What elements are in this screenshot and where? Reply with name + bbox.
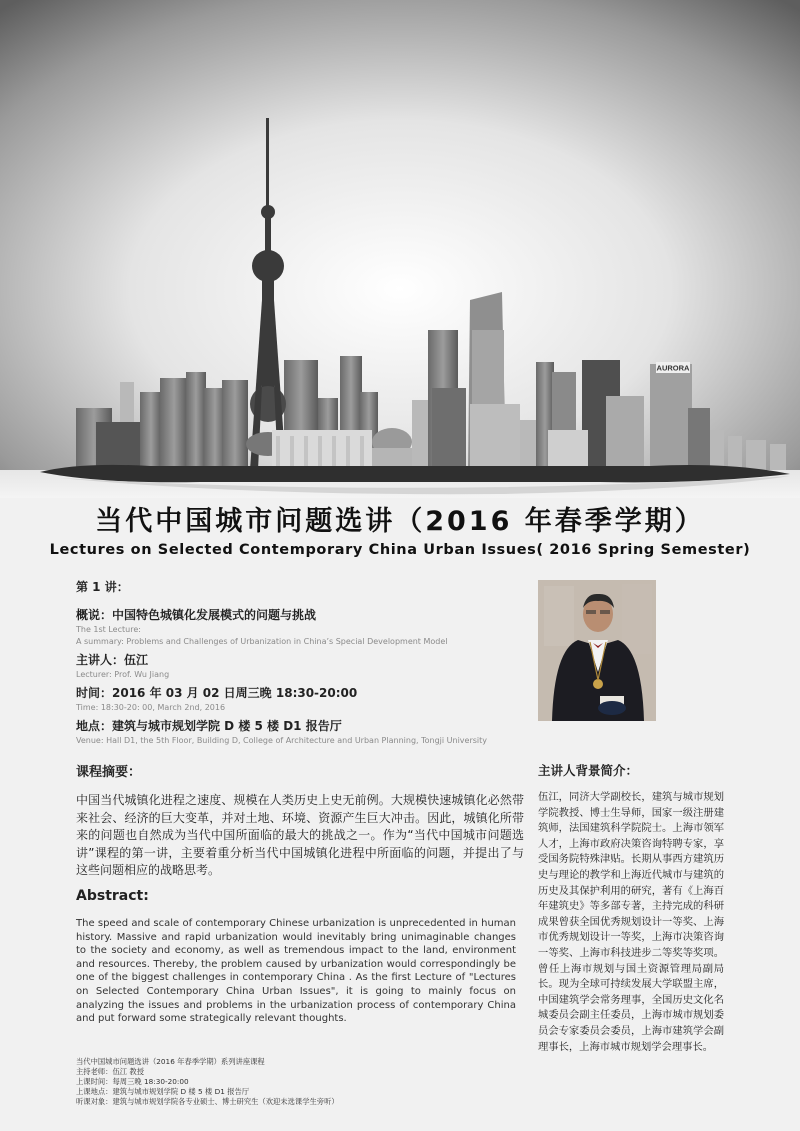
title-block — [0, 505, 800, 558]
summary-text: 中国当代城镇化进程之速度、规模在人类历史上史无前例。大规模快速城镇化必然带来社会、经济的巨大变革，并对土地、环境、资源产生巨大冲击。因此，城镇化所带来的问题也自然成为当代中国所面临的最大的挑战之一。作为“当代中国城市问题选讲”课程的第一讲，主要着重分析当代中国城镇化进程中所面临的问题，并提出了与这些问题相应的战略思考。 — [76, 793, 524, 877]
bio-heading: 主讲人背景简介： — [538, 763, 639, 778]
lecturer-portrait — [538, 580, 656, 721]
lecturer-name: 主讲人：伍江 — [76, 653, 149, 667]
footer-time: 上课时间：每周三晚 18:30-20:00 — [76, 1077, 189, 1086]
page-title: 当代中国城市问题选讲（2016 年春季学期） — [95, 506, 705, 537]
lecture-topic-en — [76, 624, 516, 648]
lecture-topic: 概说：中国特色城镇化发展模式的问题与挑战 — [76, 608, 317, 622]
lecture-topic-en-line2: A summary: Problems and Challenges of Urbanization in China’s Special Development Model — [76, 637, 448, 646]
abstract-heading: Abstract: — [76, 888, 149, 904]
summary-heading: 课程摘要： — [76, 765, 142, 780]
page-subtitle: Lectures on Selected Contemporary China Urban Issues( 2016 Spring Semester) — [49, 542, 751, 558]
lecture-venue: 地点：建筑与城市规划学院 D 楼 5 楼 D1 报告厅 — [76, 719, 342, 733]
footer-host: 主持老师：伍江 教授 — [76, 1067, 144, 1076]
lecturer-name-en: Lecturer: Prof. Wu Jiang — [76, 670, 170, 679]
skyline-banner — [0, 0, 800, 498]
footer-audience: 听课对象：建筑与城市规划学院各专业硕士、博士研究生（欢迎未选课学生旁听） — [76, 1097, 339, 1106]
bio-text: 伍江，同济大学副校长，建筑与城市规划学院教授、博士生导师，国家一级注册建筑师，法国建筑科学院院士。上海市领军人才，上海市政府决策咨询特聘专家，享受国务院特殊津贴。长期从事西方建筑历史与理论的教学和上海近代城市与建筑的历史及其保护利用的研究，著有《上海百年建筑史》等多部专著，主持完成的科研成果曾获全国优秀规划设计一等奖、上海市优秀规划设计一等奖，上海市决策咨询一等奖、上海市科技进步二等奖等奖项。曾任上海市规划与国土资源管理局副局长。现为全球可持续发展大学联盟主席，中国建筑学会常务理事，全国历史文化名城委员会副主任委员，上海市城市规划委员会专家委员会委员，上海市建筑学会副理事长，上海市城市规划学会理事长。 — [538, 791, 724, 1053]
lecture-topic-en-line1: The 1st Lecture: — [76, 625, 141, 634]
lecture-info — [76, 578, 516, 751]
aurora-sign: AURORA — [656, 363, 690, 373]
footer-course-title: 当代中国城市问题选讲（2016 年春季学期）系列讲座课程 — [76, 1057, 265, 1066]
abstract-text: The speed and scale of contemporary Chinese urbanization is unprecedented in human history. Massive and rapid urbanization would inevitably bring unimaginable changes to the society and economy, as well as tremendous impact to the land, environment and resources. Thereby, the problem caused by urbanization would correspondingly be one of the biggest challenges in contemporary China . As the first Lecture of "Lectures on Selected Contemporary China Urban Issues", it is going to mainly focus on analyzing the issues and problems in the urbanization process of contemporary China and put forward some strategically relevant thoughts. — [76, 918, 516, 1025]
footer-venue: 上课地点：建筑与城市规划学院 D 楼 5 楼 D1 报告厅 — [76, 1087, 250, 1096]
lecture-time: 时间：2016 年 03 月 02 日周三晚 18:30-20:00 — [76, 686, 358, 700]
lecture-venue-en: Venue: Hall D1, the 5th Floor, Building D, College of Architecture and Urban Planning, Tongji University — [76, 736, 488, 745]
lecture-time-en: Time: 18:30-20: 00, March 2nd, 2016 — [76, 703, 226, 712]
lecture-number: 第 1 讲： — [76, 580, 129, 594]
course-footer — [76, 1057, 636, 1107]
